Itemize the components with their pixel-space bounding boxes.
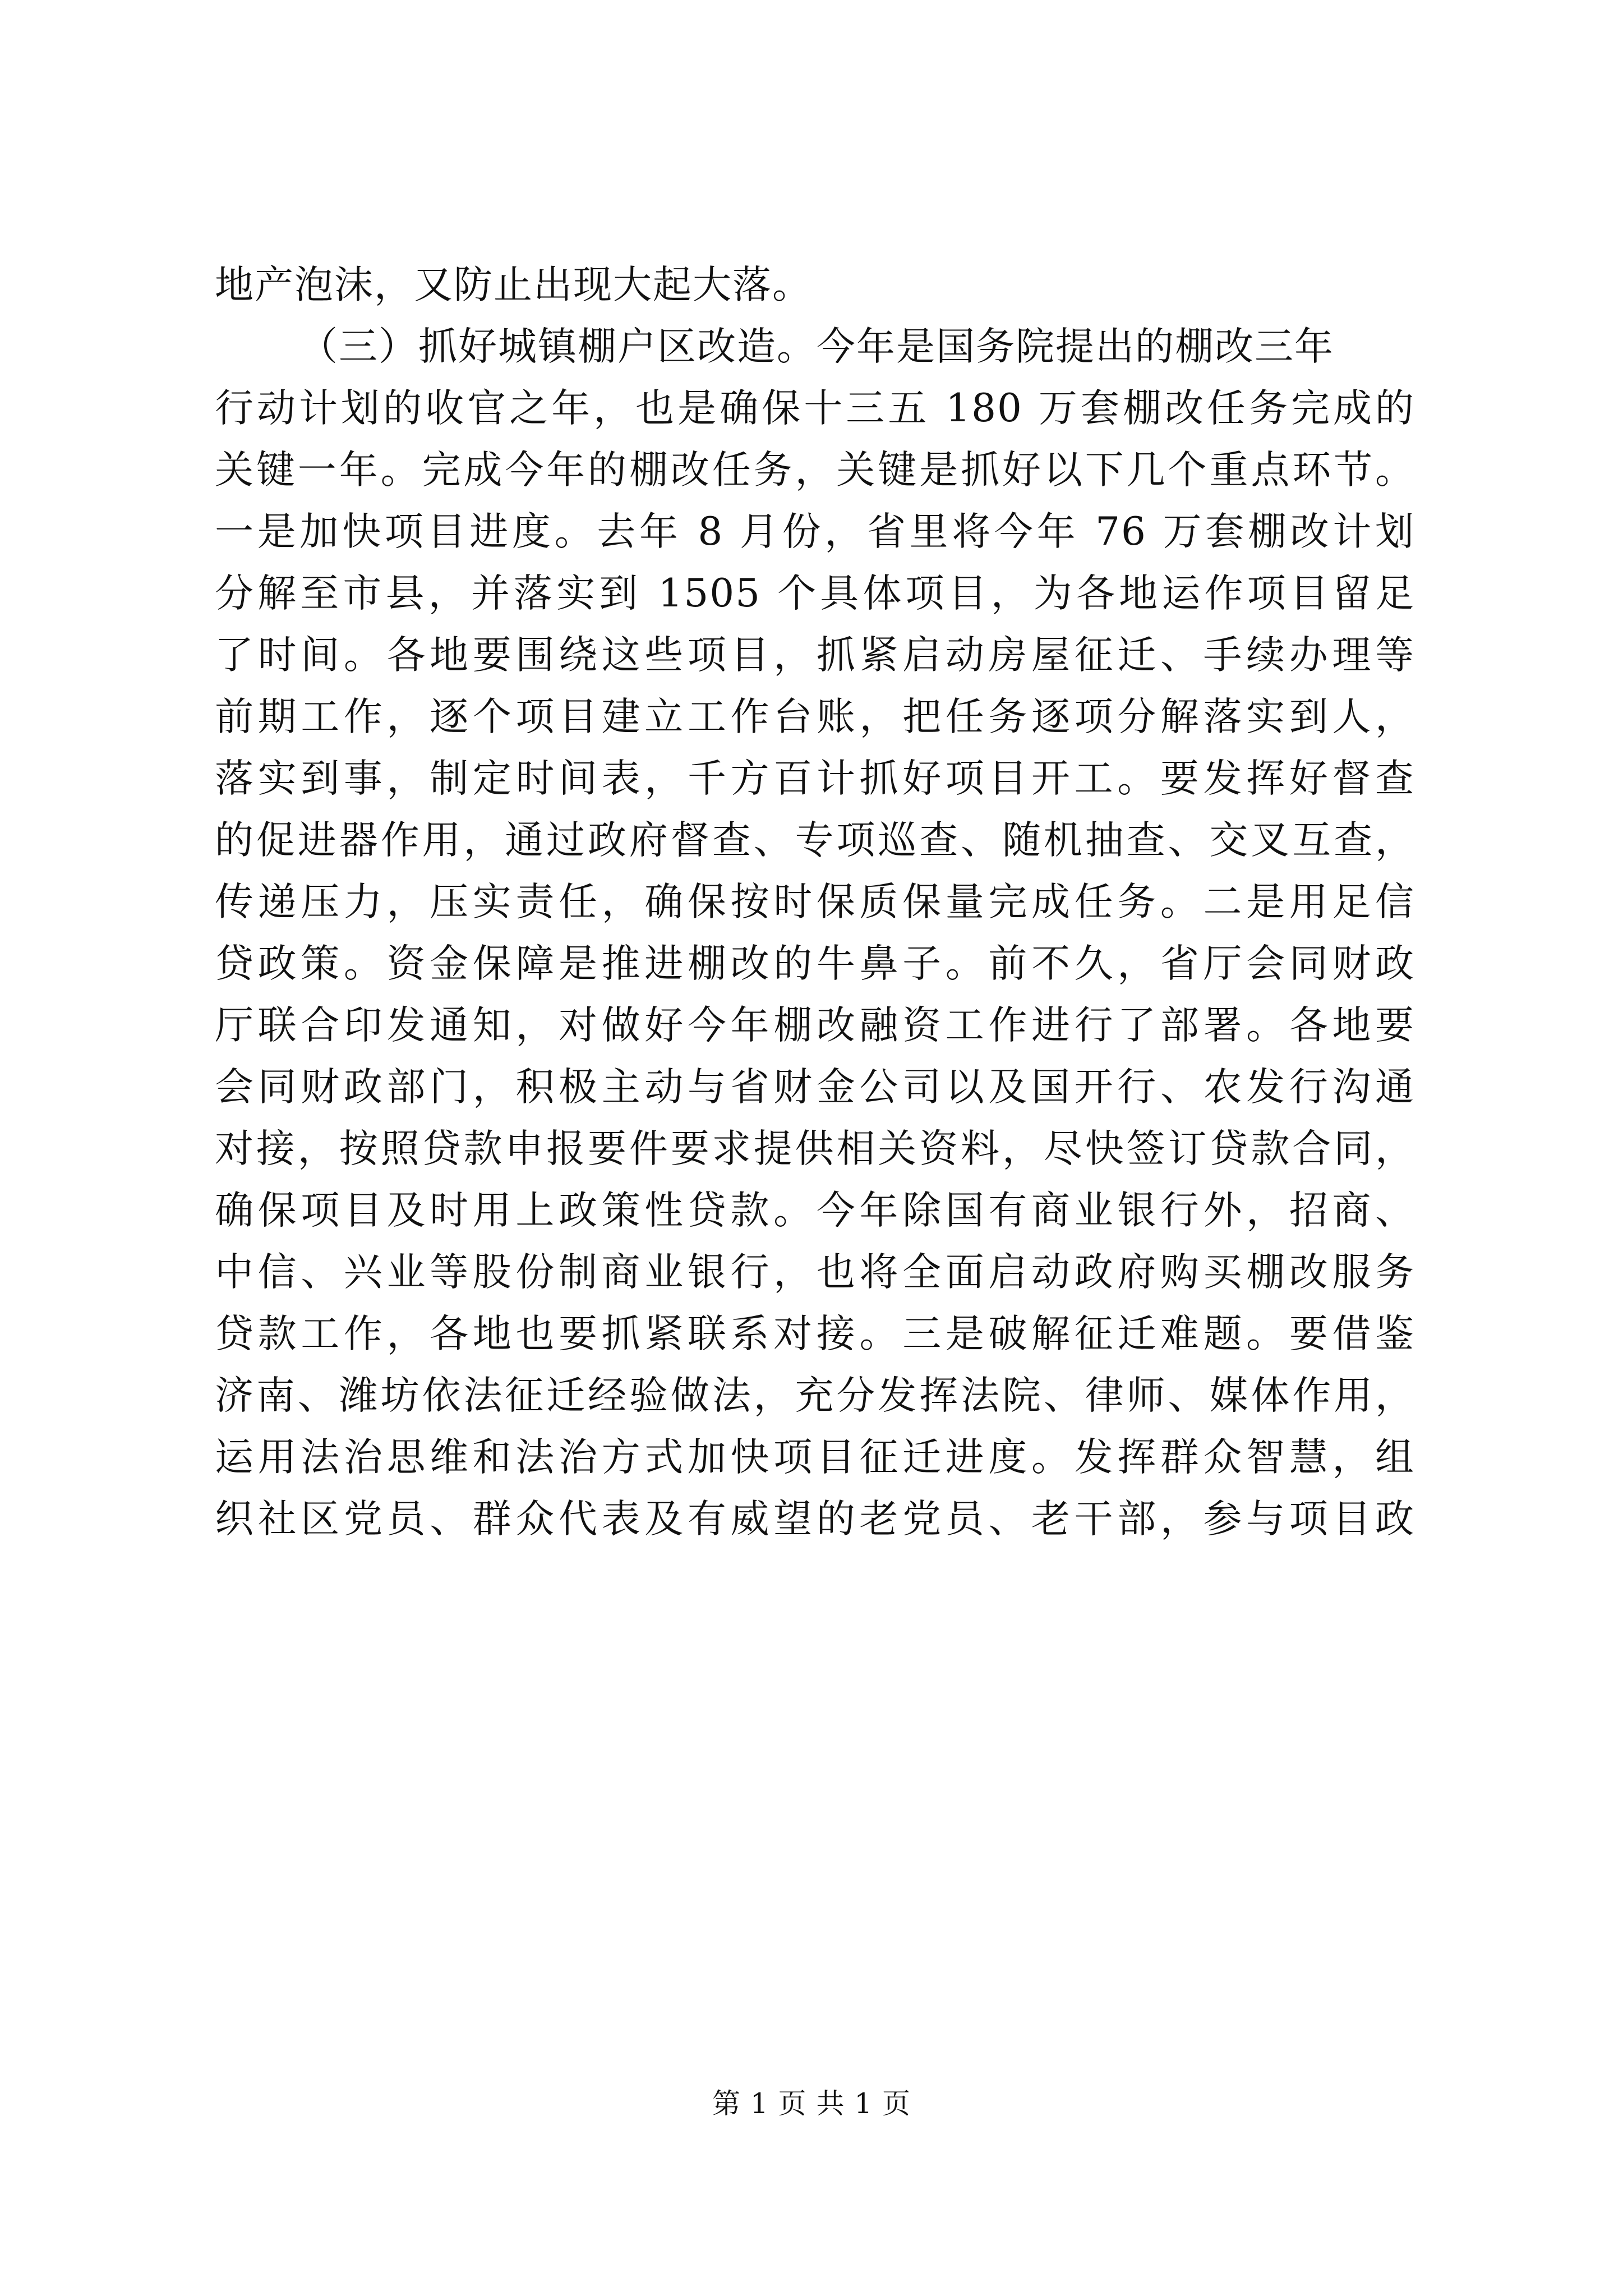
text-line-5: 一是加快项目进度。去年 8 月份，省里将今年 76 万套棚改计划 xyxy=(215,509,1415,554)
text-line-19: 济南、潍坊依法征迁经验做法，充分发挥法院、律师、媒体作用， xyxy=(215,1373,1415,1418)
text-line-14: 会同财政部门，积极主动与省财金公司以及国开行、农发行沟通 xyxy=(215,1065,1415,1110)
text-line-21: 织社区党员、群众代表及有威望的老党员、老干部，参与项目政 xyxy=(215,1497,1415,1542)
text-line-11: 传递压力，压实责任，确保按时保质保量完成任务。二是用足信 xyxy=(215,880,1415,924)
text-line-15: 对接，按照贷款申报要件要求提供相关资料，尽快签订贷款合同， xyxy=(215,1126,1415,1171)
text-line-2: （三）抓好城镇棚户区改造。今年是国务院提出的棚改三年 xyxy=(299,324,1334,369)
text-line-10: 的促进器作用，通过政府督查、专项巡查、随机抽查、交叉互查， xyxy=(215,818,1415,863)
text-line-20: 运用法治思维和法治方式加快项目征迁进度。发挥群众智慧，组 xyxy=(215,1435,1415,1480)
page-number: 第 1 页 共 1 页 xyxy=(712,2087,911,2120)
text-line-9: 落实到事，制定时间表，千方百计抓好项目开工。要发挥好督查 xyxy=(215,756,1415,801)
page-footer xyxy=(0,2084,1623,2123)
body-text xyxy=(215,254,1415,1550)
text-line-17: 中信、兴业等股份制商业银行，也将全面启动政府购买棚改服务 xyxy=(215,1250,1415,1295)
text-line-16: 确保项目及时用上政策性贷款。今年除国有商业银行外，招商、 xyxy=(215,1188,1415,1233)
text-line-6: 分解至市县，并落实到 1505 个具体项目，为各地运作项目留足 xyxy=(215,571,1415,616)
text-line-3: 行动计划的收官之年，也是确保十三五 180 万套棚改任务完成的 xyxy=(215,386,1415,431)
text-line-13: 厅联合印发通知，对做好今年棚改融资工作进行了部署。各地要 xyxy=(215,1003,1415,1048)
text-line-18: 贷款工作，各地也要抓紧联系对接。三是破解征迁难题。要借鉴 xyxy=(215,1312,1415,1356)
text-line-7: 了时间。各地要围绕这些项目，抓紧启动房屋征迁、手续办理等 xyxy=(215,633,1415,678)
text-line-12: 贷政策。资金保障是推进棚改的牛鼻子。前不久，省厅会同财政 xyxy=(215,941,1415,986)
text-line-1: 地产泡沫，又防止出现大起大落。 xyxy=(215,263,812,307)
text-line-4: 关键一年。完成今年的棚改任务，关键是抓好以下几个重点环节。 xyxy=(215,448,1415,493)
text-line-8: 前期工作，逐个项目建立工作台账，把任务逐项分解落实到人， xyxy=(215,694,1415,739)
